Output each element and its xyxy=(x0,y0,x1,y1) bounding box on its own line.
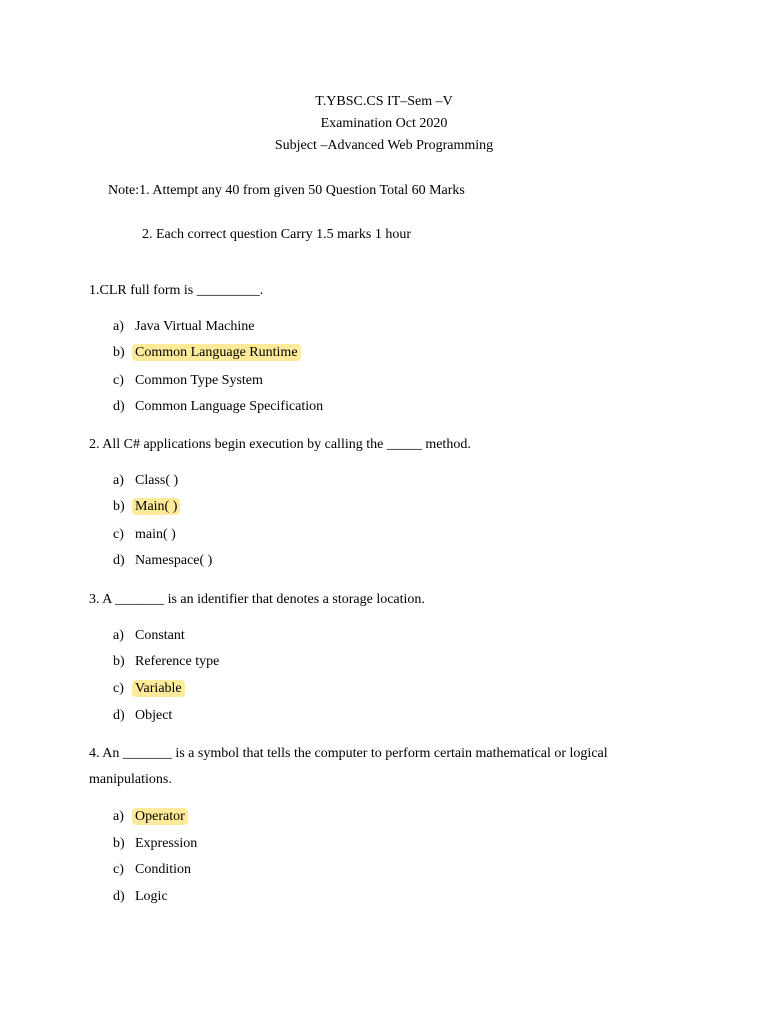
question-4-line-2: manipulations. xyxy=(89,772,172,787)
option-text: main( ) xyxy=(135,527,176,542)
option-letter: d) xyxy=(113,889,125,904)
option-text: Condition xyxy=(135,862,192,877)
option-letter: a) xyxy=(113,809,124,824)
highlighted-answer: Operator xyxy=(132,808,188,825)
option-letter: c) xyxy=(113,527,124,542)
question-3: 3. A _______ is an identifier that denotes a storage location. xyxy=(89,592,425,607)
option-letter: b) xyxy=(113,499,125,514)
highlighted-answer: Common Language Runtime xyxy=(132,344,301,361)
option-text: Java Virtual Machine xyxy=(135,319,255,334)
q3-option-a xyxy=(113,627,188,645)
option-letter: d) xyxy=(113,399,125,414)
q3-option-b xyxy=(113,653,222,671)
option-letter: d) xyxy=(113,553,125,568)
question-2: 2. All C# applications begin execution by calling the _____ method. xyxy=(89,437,471,452)
option-text: Object xyxy=(135,708,173,723)
option-letter: a) xyxy=(113,319,124,334)
header-exam: Examination Oct 2020 xyxy=(320,116,448,131)
option-text: Logic xyxy=(135,889,168,904)
option-letter: a) xyxy=(113,628,124,643)
q3-option-d xyxy=(113,707,175,725)
option-letter: a) xyxy=(113,473,124,488)
option-text: Common Type System xyxy=(135,373,263,388)
q3-option-c xyxy=(113,680,185,698)
option-text: Reference type xyxy=(135,654,220,669)
highlighted-answer: Variable xyxy=(132,680,185,697)
q4-option-b xyxy=(113,835,200,853)
q2-option-b xyxy=(113,498,180,516)
option-letter: c) xyxy=(113,681,124,696)
option-text: Class( ) xyxy=(135,473,179,488)
header-course: T.YBSC.CS IT–Sem –V xyxy=(315,94,453,109)
option-text: Expression xyxy=(135,836,198,851)
q4-option-c xyxy=(113,861,194,879)
option-letter: d) xyxy=(113,708,125,723)
q4-option-d xyxy=(113,888,171,906)
highlighted-answer: Main( ) xyxy=(132,498,180,515)
header-subject: Subject –Advanced Web Programming xyxy=(274,138,494,153)
option-text: Constant xyxy=(135,628,185,643)
option-letter: b) xyxy=(113,345,125,360)
q2-option-d xyxy=(113,552,215,570)
q4-option-a xyxy=(113,808,188,826)
note-2: 2. Each correct question Carry 1.5 marks 1 hour xyxy=(142,227,412,242)
question-1: 1.CLR full form is _________. xyxy=(89,283,264,298)
q1-option-b xyxy=(113,344,301,362)
option-letter: c) xyxy=(113,862,124,877)
note-1: Note:1. Attempt any 40 from given 50 Question Total 60 Marks xyxy=(108,183,465,198)
option-letter: b) xyxy=(113,836,125,851)
q1-option-d xyxy=(113,398,326,416)
q1-option-a xyxy=(113,318,257,336)
question-4-line-1: 4. An _______ is a symbol that tells the computer to perform certain mathematical or logical xyxy=(89,746,608,761)
option-text: Common Language Specification xyxy=(135,399,324,414)
q2-option-a xyxy=(113,472,181,490)
option-letter: b) xyxy=(113,654,125,669)
q1-option-c xyxy=(113,372,266,390)
q2-option-c xyxy=(113,526,179,544)
option-letter: c) xyxy=(113,373,124,388)
option-text: Namespace( ) xyxy=(135,553,213,568)
